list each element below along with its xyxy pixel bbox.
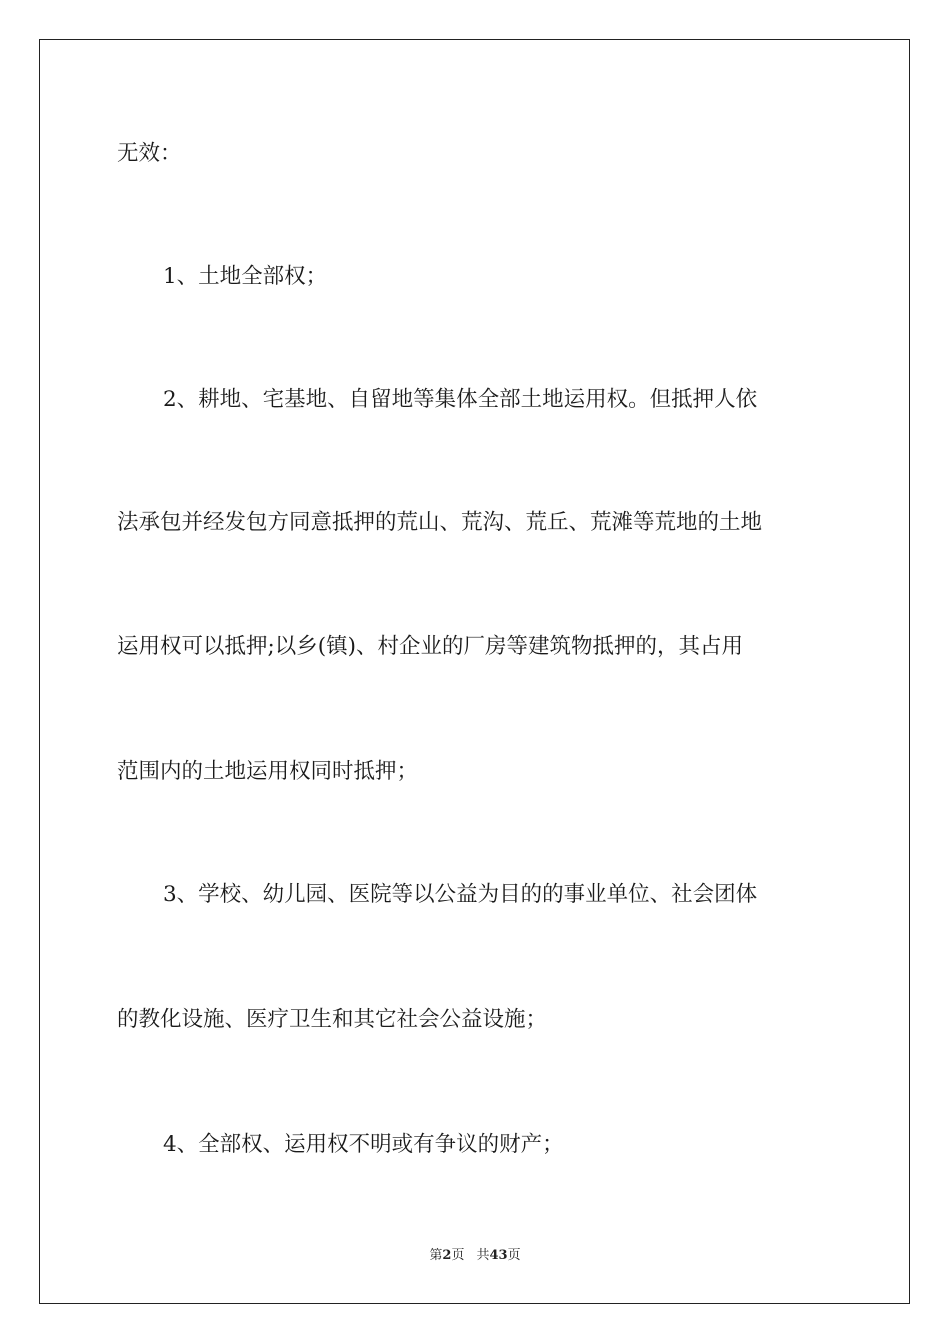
text-line-7: 3、学校、幼儿园、医院等以公益为目的的事业单位、社会团体: [163, 882, 758, 907]
text-line-3: 2、耕地、宅基地、自留地等集体全部土地运用权。但抵押人依: [163, 387, 758, 412]
footer-total-prefix: 共: [476, 1248, 490, 1263]
page-footer: [0, 1249, 950, 1262]
footer-total-suffix: 页: [507, 1248, 521, 1263]
text-line-5: 运用权可以抵押;以乡(镇)、村企业的厂房等建筑物抵押的，其占用: [117, 634, 744, 659]
footer-total-pages: 43: [489, 1248, 508, 1263]
footer-page-number: 2: [442, 1248, 452, 1263]
footer-page-prefix: 第: [429, 1248, 443, 1263]
text-line-6: 范围内的土地运用权同时抵押；: [117, 759, 419, 784]
text-line-4: 法承包并经发包方同意抵押的荒山、荒沟、荒丘、荒滩等荒地的土地: [117, 510, 763, 535]
footer-page-suffix: 页: [451, 1248, 465, 1263]
text-line-2: 1、土地全部权；: [163, 264, 328, 289]
text-line-1: 无效：: [117, 141, 182, 166]
text-line-9: 4、全部权、运用权不明或有争议的财产；: [163, 1132, 564, 1157]
text-line-8: 的教化设施、医疗卫生和其它社会公益设施；: [117, 1007, 548, 1032]
page-border: [39, 39, 910, 1304]
